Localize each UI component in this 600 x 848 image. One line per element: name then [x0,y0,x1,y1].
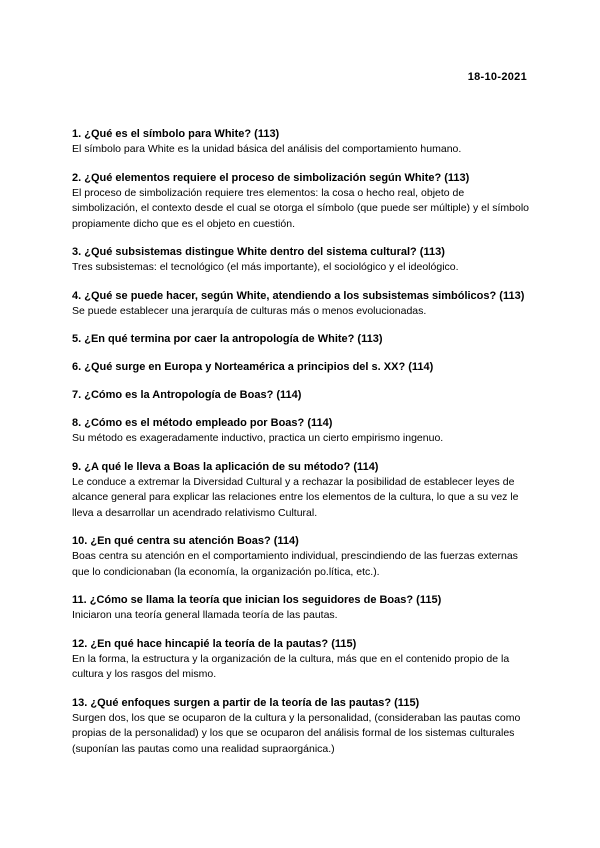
question: 8. ¿Cómo es el método empleado por Boas? (114) [72,417,333,429]
qa-item [72,171,532,233]
question: 6. ¿Qué surge en Europa y Norteamérica a principios del s. XX? (114) [72,361,434,373]
qa-item [72,332,532,347]
question: 2. ¿Qué elementos requiere el proceso de simbolización según White? (113) [72,171,470,184]
answer: Tres subsistemas: el tecnológico (el más importante), el sociológico y el ideológico. [72,261,459,273]
question: 13. ¿Qué enfoques surgen a partir de la teoría de las pautas? (115) [72,696,420,709]
question: 3. ¿Qué subsistemas distingue White dentro del sistema cultural? (113) [72,246,445,258]
qa-item [72,388,532,403]
question: 1. ¿Qué es el símbolo para White? (113) [72,128,280,140]
answer: Iniciaron una teoría general llamada teoría de las pautas. [72,609,338,621]
qa-item [72,289,532,320]
question: 12. ¿En qué hace hincapié la teoría de la pautas? (115) [72,637,357,650]
answer: Le conduce a extremar la Diversidad Cultural y a rechazar la posibilidad de establecer leyes de alcance general para explicar las relaciones entre los elementos de la cultura, lo que a su vez le lleva a desarrollar un acendrado relativismo Cultural. [72,475,519,519]
question: 11. ¿Cómo se llama la teoría que inician los seguidores de Boas? (115) [72,594,442,606]
qa-item [72,534,532,580]
qa-item [72,416,532,447]
question: 10. ¿En qué centra su atención Boas? (114) [72,535,299,547]
qa-item [72,245,532,276]
answer: Se puede establecer una jerarquía de culturas más o menos evolucionadas. [72,304,427,317]
answer: Boas centra su atención en el comportamiento individual, prescindiendo de las fuerzas externas que lo condicionaban (la economía, la organización po.lítica, etc.). [72,550,518,578]
question: 4. ¿Qué se puede hacer, según White, atendiendo a los subsistemas simbólicos? (113) [72,289,525,302]
question: 7. ¿Cómo es la Antropología de Boas? (114) [72,389,302,401]
document-date: 18-10-2021 [467,71,527,83]
qa-item [72,637,532,683]
qa-item [72,460,532,522]
qa-item [72,696,532,758]
question: 9. ¿A qué le lleva a Boas la aplicación de su método? (114) [72,460,379,473]
answer: En la forma, la estructura y la organización de la cultura, más que en el contenido propio de la cultura y los rasgos del mismo. [72,652,510,680]
answer: Su método es exageradamente inductivo, practica un cierto empirismo ingenuo. [72,432,444,444]
answer: El símbolo para White es la unidad básica del análisis del comportamiento humano. [72,143,462,155]
answer: El proceso de simbolización requiere tres elementos: la cosa o hecho real, objeto de simbolización, el contexto desde el cual se otorga el símbolo (que puede ser múltiple) y el símbolo propiamente dicho que es el objeto en cuestión. [72,186,529,230]
qa-item [72,127,532,158]
qa-item [72,360,532,375]
question-list [72,127,532,770]
qa-item [72,593,532,624]
answer: Surgen dos, los que se ocuparon de la cultura y la personalidad, (consideraban las pautas como propias de la personalidad) y los que se ocuparon del análisis formal de los sistemas culturales (suponían las pautas como una realidad supraorgánica.) [72,711,521,755]
question: 5. ¿En qué termina por caer la antropología de White? (113) [72,333,383,345]
